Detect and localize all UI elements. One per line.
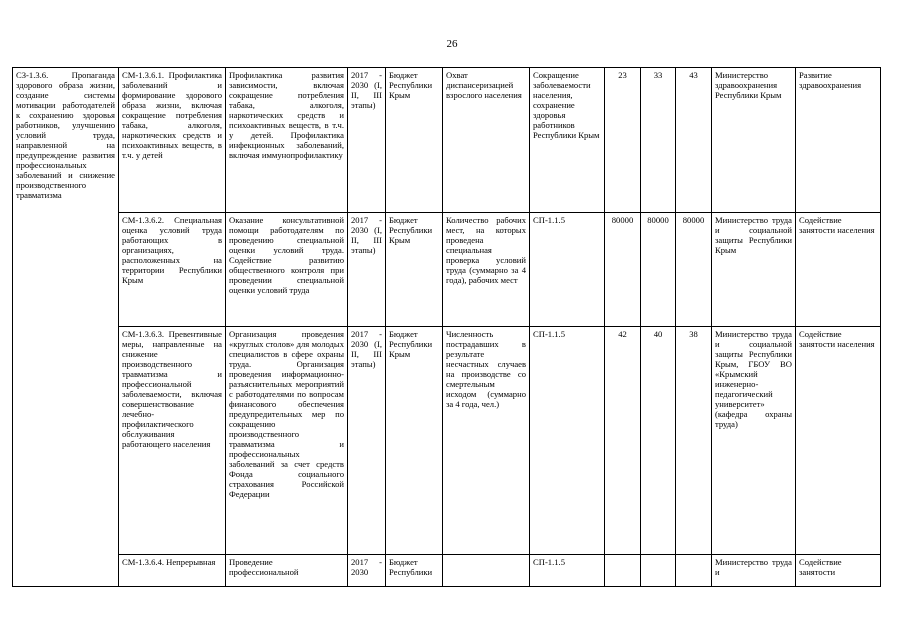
indicator-cell: Количество рабочих мест, на которых проведена специальная проверка условий труда (суммарно за 4 года), рабочих мест xyxy=(443,213,530,327)
page-number: 26 xyxy=(446,38,458,50)
indicator-cell xyxy=(443,555,530,587)
table-row xyxy=(13,213,881,327)
source-cell: Бюджет Республики xyxy=(386,555,443,587)
indicator-cell: Численность пострадавших в результате несчастных случаев на производстве со смертельным исходом (суммарно за 4 года, чел.) xyxy=(443,327,530,555)
period-cell: 2017 - 2030 (I, II, III этапы) xyxy=(348,213,386,327)
source-cell: Бюджет Республики Крым xyxy=(386,213,443,327)
content-cell: Оказание консультативной помощи работодателям по проведению специальной оценки условий труда. Содействие развитию общественного контроля при проведении специальной оценки условий труда xyxy=(226,213,348,327)
period-cell: 2017 - 2030 (I, II, III этапы) xyxy=(348,327,386,555)
measure-cell: СМ-1.3.6.3. Превентивные меры, направленные на снижение производственного травматизма и профессиональной заболеваемости, включая совершенствование лечебно-профилактического обслуживания работающего населения xyxy=(119,327,226,555)
program-cell: Содействие занятости населения xyxy=(796,327,881,555)
source-cell: Бюджет Республики Крым xyxy=(386,68,443,213)
value-cell-3: 80000 xyxy=(676,213,712,327)
content-cell: Профилактика развития зависимости, включая сокращение потребления табака, алкоголя, наркотических средств и психоактивных веществ, в т.ч. у детей. Профилактика инфекционных заболеваний, включая иммунопрофилактику xyxy=(226,68,348,213)
value-cell-1: 23 xyxy=(605,68,641,213)
measure-cell: СМ-1.3.6.4. Непрерывная xyxy=(119,555,226,587)
target-cell: СП-1.1.5 xyxy=(530,555,605,587)
content-cell: Проведение профессиональной xyxy=(226,555,348,587)
value-cell-3: 43 xyxy=(676,68,712,213)
content-cell: Организация проведения «круглых столов» для молодых специалистов в сфере охраны труда. Организация проведения информационно-разъяснительных мероприятий с работодателями по вопросам финансового обеспечения предупредительных мер по сокращению производственного травматизма и профессиональных заболеваний за счет средств Фонда социального страхования Российской Федерации xyxy=(226,327,348,555)
value-cell-2: 33 xyxy=(641,68,676,213)
period-cell: 2017 - 2030 (I, II, III этапы) xyxy=(348,68,386,213)
executor-cell: Министерство труда и социальной защиты Республики Крым xyxy=(712,213,796,327)
value-cell-2 xyxy=(641,555,676,587)
measure-cell: СМ-1.3.6.2. Специальная оценка условий труда работающих в организациях, расположенных на территории Республики Крым xyxy=(119,213,226,327)
value-cell-2: 40 xyxy=(641,327,676,555)
measures-table xyxy=(12,67,881,587)
program-cell: Содействие занятости населения xyxy=(796,213,881,327)
target-cell: СП-1.1.5 xyxy=(530,327,605,555)
value-cell-1: 80000 xyxy=(605,213,641,327)
indicator-cell: Охват диспансеризацией взрослого населения xyxy=(443,68,530,213)
period-cell: 2017 - 2030 xyxy=(348,555,386,587)
executor-cell: Министерство труда и социальной защиты Республики Крым, ГБОУ ВО «Крымский инженерно-педагогический университет» (кафедра охраны труда) xyxy=(712,327,796,555)
executor-cell: Министерство здравоохранения Республики Крым xyxy=(712,68,796,213)
table-row xyxy=(13,68,881,213)
target-cell: Сокращение заболеваемости населения, сохранение здоровья работников Республики Крым xyxy=(530,68,605,213)
measure-cell: СМ-1.3.6.1. Профилактика заболеваний и формирование здорового образа жизни, включая сокращение потребления табака, алкоголя, наркотических средств и психоактивных веществ, в т.ч. у детей xyxy=(119,68,226,213)
value-cell-2: 80000 xyxy=(641,213,676,327)
target-cell: СП-1.1.5 xyxy=(530,213,605,327)
table-row xyxy=(13,555,881,587)
program-cell: Развитие здравоохранения xyxy=(796,68,881,213)
value-cell-1: 42 xyxy=(605,327,641,555)
executor-cell: Министерство труда и xyxy=(712,555,796,587)
goal-cell: СЗ-1.3.6. Пропаганда здорового образа жизни, создание системы мотивации работодателей к сохранению здоровья работников, улучшению условий труда, направленной на предупреждение развития профессиональных заболеваний и снижение производственного травматизма xyxy=(13,68,119,587)
value-cell-3: 38 xyxy=(676,327,712,555)
value-cell-1 xyxy=(605,555,641,587)
program-cell: Содействие занятости xyxy=(796,555,881,587)
value-cell-3 xyxy=(676,555,712,587)
source-cell: Бюджет Республики Крым xyxy=(386,327,443,555)
table-row xyxy=(13,327,881,555)
